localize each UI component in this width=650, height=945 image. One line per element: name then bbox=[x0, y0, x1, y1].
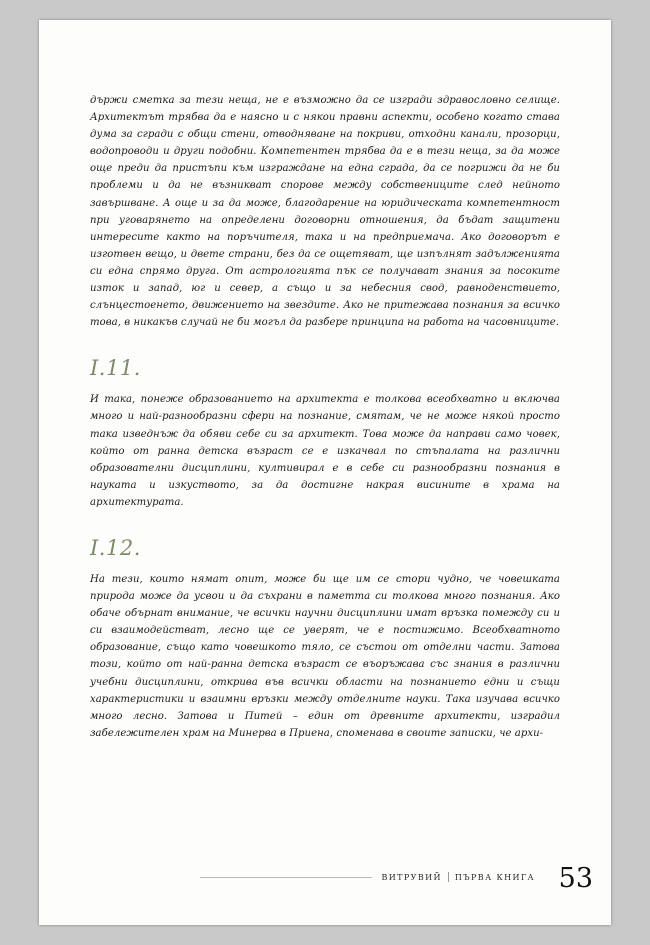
paragraph-intro: държи сметка за тези неща, не е възможно да се изгради здравословно селище. Архитектът трябва да е наясно и с някои правни аспекти, особено когато става дума за сгради с общи стени, отводняване на покриви, отходни канали, прозорци, водопроводи и други подобни. Компетентен трябва да е в тези неща, за да може още преди да пристъпи към изграждане на една сграда, да се погрижи да не би проблеми и да не възникват спорове между собствениците след нейното завършване. А още и за да може, благодарение на юридическата компетентност при уговарянето на определени договорни отношения, да бъдат защитени интересите както на поръчителя, така и на предприемача. Ако договорът е изготвен вещо, и двете страни, без да се ощетяват, ще изпълнят задълженията си една спрямо друга. От астрологията пък се получават знания за посоките изток и запад, юг и север, а също и за небесния свод, равноденствието, слънцестоенето, движението на звездите. Ако не притежава познания за всичко това, в никакъв случай не би могъл да разбере принципа на работа на часовниците. bbox=[90, 95, 560, 329]
footer-book-title: ВИТРУВИЙ bbox=[381, 872, 442, 882]
section-body-I-11: И така, понеже образованието на архитекта е толкова всеобхватно и включва много и най-разнообразни сфери на познание, смятам, че не може някой просто така изведнъж да обяви себе си за архитект. Това може да направи само човек, който от ранна детска възраст се е изкачвал по стъпалата на различни образователни дисциплини, култивирал е в себе си разнообразни познания в науката и изкуството, за да достигне накрая висините в храма на архитектурата. bbox=[90, 394, 560, 508]
section-number-I-11: I.11. bbox=[90, 356, 141, 381]
footer-part-label: ПЪРВА КНИГА bbox=[454, 872, 535, 882]
page-content bbox=[90, 92, 560, 742]
footer-separator bbox=[448, 872, 449, 882]
section-body-I-12: На тези, които нямат опит, може би ще им се стори чудно, че човешката природа може да усвои и да съхрани в паметта си толкова много познания. Ако обаче обърнат внимание, че всички научни дисциплини имат връзка помежду си и си взаимодействат, лесно ще се уверят, че е постижимо. Всеобхватното образование, също като човешкото тяло, се състои от отделни части. Затова този, който от най-ранна детска възраст се въоръжава със знания в различни учебни дисциплини, открива във всички области на познанието едни и същи характеристики и взаимни връзки между отделните науки. Така изучава всичко много лесно. Затова и Питей – един от древните архитекти, изградил забележителен храм на Минерва в Приена, споменава в своите записки, че архи- bbox=[90, 573, 560, 739]
footer-rule bbox=[200, 877, 372, 878]
section-number-I-12: I.12. bbox=[90, 535, 141, 560]
document-page bbox=[39, 20, 611, 925]
section-I-12 bbox=[90, 537, 560, 742]
footer-running-head bbox=[200, 869, 536, 885]
page-number: 53 bbox=[558, 863, 593, 894]
section-I-11 bbox=[90, 357, 560, 511]
page-footer bbox=[39, 857, 611, 893]
